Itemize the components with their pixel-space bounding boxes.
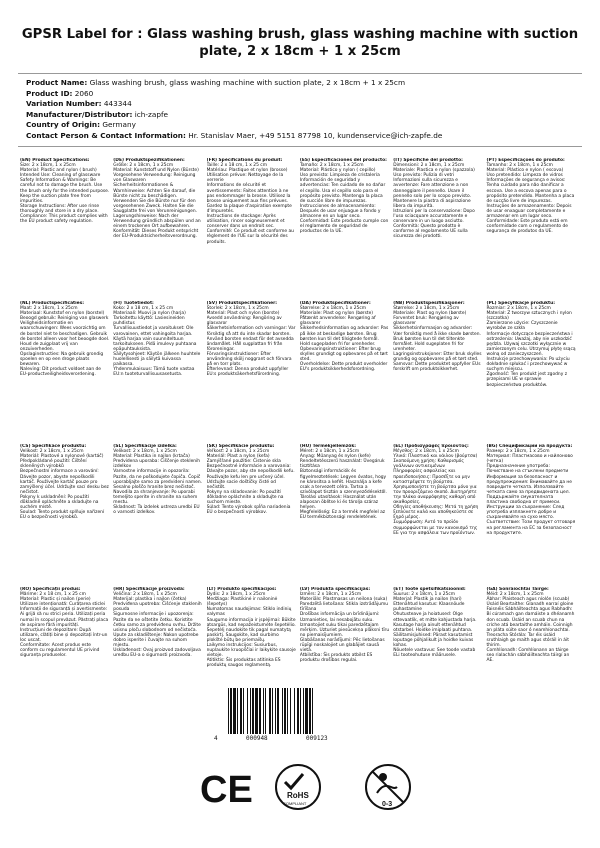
divider — [18, 146, 582, 147]
spec-body: Storlek: 2 x 18cm, 1 x 25cm Material: Plast och nylon (borste) Avsedd användning: Rengöring av glasvaror Säkerhetsinformation och varningar: Var försiktig så att du inte skadar borsten. Använd borsten endast för det avsedda ändamålet. Håll sugplattan fri från föroreningar. Förvaringsinstruktioner: Efter användning skölj noggrant och förvara på en torr plats. Efterlevnad: Denna produkt uppfyller EU:s produktsäkerhetsförordning. — [206, 306, 296, 378]
spec-body: Rozmiar: 2 x 18cm, 1 x 25cm Materiał: Z tworzyw sztucznych i nylon (szczotka) Zamierzone użycie: Czyszczenie wyrobów ze szkła Informacje dotyczące bezpieczeństwa i ostrzeżenia: Uważaj, aby nie uszkodzić pędzla. Używaj szczotki wyłącznie w zamierzonym celu. Utrzymuj płytę ssącą wolną od zanieczyszczeń. Instrukcje przechowywania: Po użyciu dokładnie spłukać i przechowywać w suchym miejscu. Zgodność: Ten produkt jest zgodny z przepisami UE w sprawie bezpieczeństwa produktów. — [486, 306, 576, 388]
meta-row: Product Name: Glass washing brush, glass washing machine with suction plate, 2 x 18cm + 1 x 25cm — [26, 78, 406, 87]
spec-grid — [20, 158, 580, 730]
spec-cell — [20, 301, 113, 444]
spec-body: Größe: 2 x 18cm, 1 x 25cm Material: Kunststoff und Nylon (Bürste) Vorgesehene Verwendung: Reinigung von Glaswaren Sicherheitsinformationen & Warnhinweise: Achten Sie darauf, die Bürste nicht zu beschädigen. Verwenden Sie die Bürste nur für den vorgesehenen Zweck. Halten Sie die Saugplatte frei von Verunreinigungen. Lagerungshinweise: Nach der Verwendung gründlich abspülen und an einem trockenen Ort aufbewahren. Konformität: Dieses Produkt entspricht der EU-Produktsicherheitsverordnung. — [113, 163, 201, 240]
spec-body: Størrelse: 2 x 18cm, 1 x 25cm Materiale: Plast og nylon (børste) Forventet bruk: Rengjøring av glassvarer Sikkerhetsinformasjon og advarsler: Vær forsiktig med å ikke skade børsten. Bruk børsten kun til det tiltenkte formålet. Hold sugeplaten fri for urenheter. Lagringsinstruksjoner: Etter bruk skylles grundig og oppbevares på et tørt sted. Samsvar: Dette produktet oppfyller EUs forskrift om produktsikkerhet. — [393, 306, 482, 373]
spec-cell — [20, 444, 113, 587]
compliance-icons — [0, 760, 600, 815]
spec-body: Taille: 2 x 18 cm, 1 x 25 cm Matériau: Plastique et nylon (brosse) Utilisation prévue: Nettoyage de la verrerie Informations de sécurité et avertissements: Faites attention à ne pas endommager la brosse. Utilisez la brosse uniquement aux fins prévues. Gardez la plaque d'aspiration exempte d'impuretés. Instructions de stockage: Après utilisation, rincer soigneusement et conserver dans un endroit sec. Conformité: Ce produit est conforme au règlement de l'UE sur la sécurité des produits. — [206, 163, 294, 245]
spec-heading: (HR) Specifikacije proizvoda: — [113, 587, 185, 592]
barcode-digit: 4 — [214, 735, 218, 742]
barcode-digit: 009123 — [306, 735, 328, 742]
spec-body: Størrelse: 2 x 18cm, 1 x 25cm Materiale: Plast og nylon (børste) Påtænkt anvendelse: Rengøring af glasvarer Sikkerhedsinformation og advarsler: Pas på ikke at beskadige børsten. Brug børsten kun til det tilsigtede formål. Hold sugepladen fri for urenheder. Opbevaringsinstruktioner: Efter brug skylles grundigt og opbevares på et tørt sted. Overholdelse: Dette produkt overholder EU's produktsikkerhedsforordning. — [299, 306, 389, 373]
pet-age-warning-icon — [366, 765, 410, 809]
spec-heading: (ES) Especificaciones del producto: — [299, 158, 387, 163]
rohs-sub-label: COMPLIANT — [283, 801, 307, 806]
spec-body: Koko: 2 x 18 cm, 1 x 25 cm Materiaali: Muovi ja nylon (harja) Tarkoitettu käyttö: Lasiesineiden puhdistus Turvallisuustiedot ja varoitukset: Ole varovainen, ettet vahingoita harjaa. Käytä harjaa vain suunniteltuun tarkoitukseen. Pidä imulevy puhtaana epäpuhtauksista. Säilytysohjeet: Käytön jälkeen huuhtele huolellisesti ja säilytä kuivassa paikassa. Yhdenmukaisuus: Tämä tuote vastaa EU:n tuoteturvallisuusasetusta. — [113, 306, 201, 378]
spec-body: Размер: 2 x 18cm, 1 x 25cm Материал: Пластмасово и найлоново (четка) Предназначение употреба: Почистване на стъклени предмети Информация за безопасност и предупреждения: Внимавайте да не повредите четката. Използвайте четката само за предвидената цел. Поддържайте смукателната пластина свободна от примеси. Инструкции за съхранение: След употреба изплакнете добре и съхранявайте на сухо място. Съответствие: Този продукт отговаря на регламента на ЕС за безопасност на продуктите. — [486, 449, 576, 536]
spec-heading: (FR) Spécifications du produit: — [206, 158, 283, 163]
spec-cell — [113, 301, 206, 444]
spec-body: Maat: 2 x 18cm, 1 x 25cm Materiaal: Kunststof en nylon (borstel) Beoogd gebruik: Reiniging van glaswerk Veiligheidsinformatie en waarschuwingen: Wees voorzichtig om de borstel niet te beschadigen. Gebruik de borstel alleen voor het beoogde doel. Houd de zuigplaat vrij van onzuiverheden. Opslaginstructies: Na gebruik grondig spoelen en op een droge plaats bewaren. Naleving: Dit product voldoet aan de EU-productveiligheidsverordening. — [20, 306, 110, 378]
barcode-icon — [226, 688, 361, 734]
spec-heading: (GA) Sonraíochtaí Táirge: — [486, 587, 549, 592]
spec-heading: (DA) Produktspecifikationer: — [299, 301, 371, 306]
meta-row: Manufacturer/Distributor: ich-zapfe — [26, 109, 169, 119]
spec-heading: (NL) Productspecificaties: — [20, 301, 84, 306]
spec-heading: (LV) Produkta specifikācijas: — [299, 587, 371, 592]
spec-heading: (CS) Specifikace produktu: — [20, 444, 87, 449]
spec-body: Veličina: 2 x 18cm, 1 x 25cm Materijal: plastika i najlon (četka) Predviđena upotreba: Čišćenje staklenih posuda Sigurnosne informacije i upozorenja: Pazite da ne oštetite četku. Koristite četku samo za predviđenu svrhu. Držite usisnu ploču slobodnom od nečistoća. Upute za skladištenje: Nakon upotrebe dobro isperite i čuvajte na suhom mjestu. Usklađenost: Ovaj proizvod zadovoljava uredbu EU-a o sigurnosti proizvoda. — [113, 592, 202, 659]
spec-body: Méret: 2 x 18cm, 1 x 25cm Anyag: Műanyag és nylon (kefe) Rendeltetésszerű használat: Üvegáruk tisztítása Biztonsági információk és figyelmeztetések: Legyen óvatos, hogy ne károsítsa a kefét. Használja a kefe csak a tervezett célra. Tartsa a szívólapot tisztán a szennyeződésektől. Tárolási utasítások: Használat után alaposan öblítse ki és tárolja száraz helyen. Megfelelőség: Ez a termék megfelel az EU termékbiztonsági rendeletének. — [299, 449, 387, 521]
barcode-digit: 000948 — [246, 735, 268, 742]
spec-cell — [300, 301, 393, 444]
spec-row — [20, 158, 580, 301]
spec-body: Izmērs: 2 x 18cm, 1 x 25cm Materiāls: Plastmasas un neilona (suka) Paredzētā lietošana: Stikla izstrādājumu tīrīšana Drošības informācija un brīdinājumi: Uzmanieties, lai nesabojātu suku. Izmantojiet suku tikai paredzētajam mērķim. Uzturiet piesūcekņa plāksni tīru no piemaisījumiem. Glabāšanas norādījumi: Pēc lietošanas rūpīgi noskalojiet un glabājiet sausā vietā. Atbilstība: Šis produkts atbilst ES produktu drošības regulai. — [299, 592, 390, 664]
spec-cell — [486, 444, 579, 587]
rohs-label: RoHS — [287, 791, 309, 800]
spec-row — [20, 301, 580, 444]
spec-body: Dydis: 2 x 18cm, 1 x 25cm Medžiaga: Plastikinė ir nailoninė (šepetys) Numatomas naudojimas: Stiklo indinių valymas Saugumo informacija ir įspėjimai: Būkite atsargūs, kad nepažeistumėte šepetėlio. Šepetėlį naudokite tik pagal numatytą paskirtį. Saugokite, kad siurbimo plokštė būtų be priemaišų. Laikymo instrukcijos: Susiurbus, nuplaukite kruopščiai ir laikykite sausoje vietoje. Atitiktis: Šis produktas atitinka ES produktų saugos reglamentą. — [206, 592, 296, 669]
spec-heading: (FI) Tuotetiedot: — [113, 301, 154, 306]
spec-body: Dimensioni: 2 x 18cm, 1 x 25cm Materiale: Plastica e nylon (spazzola) Uso previsto: Pulizia di vetri Informazioni sulla sicurezza e avvertenze: Fare attenzione a non danneggiare il pennello. Usare il pennello solo per lo scopo previsto. Mantenere la piastra di aspirazione libera da impurità. Istruzioni per la conservazione: Dopo l'uso sciacquare accuratamente e conservare in un luogo asciutto. Conformità: Questo prodotto è conforme al regolamento UE sulla sicurezza dei prodotti. — [393, 163, 475, 240]
spec-cell — [486, 301, 579, 444]
spec-cell — [113, 444, 206, 587]
spec-cell — [207, 444, 300, 587]
spec-body: Veľkosť: 2 x 18cm, 1 x 25cm Materiál: Plast a nylon (kefa) Zamýšľané použitie: Čistenie skla Bezpečnostné informácie a varovania: Dávajte pozor, aby ste nepoškodili kefu. Používajte kefu len pre určený účel. Udržujte sacie doštičky čisté od nečistôt. Pokyny na skladovanie: Po použití dôkladne opláchnite a skladujte na suchom mieste. Súlad: Tento výrobok spĺňa nariadenia EÚ o bezpečnosti výrobkov. — [206, 449, 295, 516]
spec-body: Méid: 2 x 18cm, 1 x 25cm Ábhar: Plaisteach agus níolón (scuab) Úsáid Beartaithe: Glanadh earraí gloine Faisnéis Sábháilteachta agus Rabhadh: Bí cúramach gan damáiste a dhéanamh don scuab. Úsáid an scuab chun na críche atá beartaithe amháin. Coinnigh an pláta súite saor ó neamhíonachtaí. Treoracha Stórála: Tar éis úsáid sruthlaigh go maith agus stóráil in áit thirim. Comhlíonadh: Comhlíonann an táirge seo rialachán sábháilteachta táirgí an AE. — [486, 592, 575, 664]
meta-row: Country of Origin: Germany — [26, 120, 136, 130]
meta-row: Variation Number: 443344 — [26, 99, 132, 109]
meta-row: Contact Person & Contact Information: Hr. Stanislav Maer, +49 5151 87798 10, kundenservice@ich-zapfe.de — [26, 130, 443, 140]
spec-heading: (NB) Produktspesifikasjoner: — [393, 301, 465, 306]
spec-cell — [393, 158, 486, 301]
ce-label: CE — [200, 769, 253, 811]
spec-heading: (PT) Especificações do produto: — [486, 158, 565, 163]
spec-heading: (IT) Specifiche del prodotto: — [393, 158, 463, 163]
spec-cell — [300, 444, 393, 587]
age-label: 0-3 — [382, 801, 393, 808]
spec-body: Velikost: 2 x 18cm, 1 x 25cm Materiál: Plastové a nylonové (kartáč) Předpokládané použití: Čištění skleněných výrobků Bezpečnostní informace a varování: Dávejte pozor, abyste nepoškodili kartáč. Používejte kartáč pouze pro zamýšlený účel. Udržujte sací desku bez nečistot. Pokyny k uskladnění: Po použití důkladně opláchněte a skladujte na suchém místě. Soulad: Tento produkt splňuje nařízení EU o bezpečnosti výrobků. — [20, 449, 109, 521]
spec-heading: (HU) Termékjellemzők: — [299, 444, 356, 449]
spec-heading: (RO) Specificații produs: — [20, 587, 81, 592]
spec-cell — [113, 587, 206, 730]
spec-cell — [113, 158, 206, 301]
spec-cell — [393, 301, 486, 444]
spec-body: Size: 2 x 18cm, 1 x 25cm Material: Plastic and nylon ( brush) Intended Use: Cleaning of glassware Safety Information & Warnings: Be careful not to damage the brush. Use the brush only for the intended purpose. Keep the suction plate free from impurities. Storage Instructions: After use rinse thoroughly and store in a dry place. Compliance: This product complies with the EU product safety regulation. — [20, 163, 110, 225]
spec-heading: (EN) Product Specifications: — [20, 158, 90, 163]
spec-heading: (PL) Specyfikacje produktu: — [486, 301, 556, 306]
spec-heading: (ET) Toote spetsifikatsioonid: — [393, 587, 466, 592]
meta-row: Product ID: 2060 — [26, 88, 94, 98]
spec-body: Tamaño: 2 x 18cm, 1 x 25cm Material: Plástico y nylon ( cepillo) Uso previsto: Limpieza de cristalería Información de seguridad y advertencias: Ten cuidado de no dañar el cepillo. Usa el cepillo solo para el propósito previsto. Mantenga la placa de succión libre de impurezas. Instrucciones de almacenamiento: Después de usar enjuague a fondo y almacene en un lugar seco. Conformidad: Este producto cumple con el reglamento de seguridad de productos de la UE. — [299, 163, 389, 235]
spec-cell — [486, 587, 579, 730]
spec-heading: (SK) Špecifikácie produktu: — [206, 444, 275, 449]
rohs-icon — [276, 765, 320, 809]
divider — [18, 73, 582, 74]
spec-cell — [20, 587, 113, 730]
product-meta — [26, 78, 442, 142]
spec-cell — [393, 444, 486, 587]
spec-heading: (DE) Produktspezifikationen: — [113, 158, 185, 163]
spec-body: Tamanho: 2 x 18cm, 1 x 25cm Material: Plástico e nylon ( escova) Uso pretendido: Limpeza de vidros Informações de segurança e avisos: Tenha cuidado para não danificar a escova. Use a escova apenas para o propósito pretendido. Mantenha a placa de sucção livre de impurezas. Instruções de armazenamento: Depois de usar enxaguar completamente e armazenar em um lugar seco. Conformidade: Este produto está em conformidade com o regulamento de segurança de produtos da UE. — [486, 163, 575, 235]
spec-heading: (LT) Produkto specifikacijos: — [206, 587, 277, 592]
spec-cell — [20, 158, 113, 301]
spec-heading: (SL) Specifikacije izdelka: — [113, 444, 177, 449]
spec-cell — [207, 158, 300, 301]
spec-row — [20, 444, 580, 587]
spec-heading: (SV) Produktspecifikationer: — [206, 301, 278, 306]
ce-mark-icon — [200, 769, 253, 811]
spec-cell — [300, 158, 393, 301]
spec-cell — [486, 158, 579, 301]
spec-body: Mărime: 2 x 18 cm, 1 x 25 cm Material: Plastic și nailon (perie) Utilizare intenționată: Curățarea sticlei Informații de siguranță și avertismente: Ai grijă să nu strici peria. Utilizați peria numai în scopul prevăzut. Păstrați placa de aspirare fără impurități. Instrucțiuni de depozitare: După utilizare, clătiți bine și depozitați într-un loc uscat. Conformitate: Acest produs este conform cu regulamentul UE privind siguranța produselor. — [20, 592, 109, 659]
spec-heading: (EL) Προδιαγραφές προϊόντος: — [393, 444, 469, 449]
spec-cell — [207, 301, 300, 444]
spec-body: Μέγεθος: 2 x 18cm, 1 x 25cm Υλικό: Πλαστικό και νάιλον (βούρτσα) Σκοπούμενη χρήση: Καθαρισμός γυάλινων αντικειμένων Πληροφορίες ασφαλείας και προειδοποιήσεις: Προσέξτε να μην καταστρέψετε τη βούρτσα. Χρησιμοποιήστε τη βούρτσα μόνο για τον προοριζόμενο σκοπό. Διατηρήστε την πλάκα αναρρόφησης καθαρή από ακαθαρσίες. Οδηγίες αποθήκευσης: Μετά τη χρήση ξεπλύνετε καλά και αποθηκεύστε σε ξηρό μέρος. Συμμόρφωση: Αυτό το προϊόν συμμορφώνεται με τον κανονισμό της ΕΕ για την ασφάλεια των προϊόντων. — [393, 449, 479, 536]
spec-cell — [393, 587, 486, 730]
spec-body: Suurus: 2 x 18cm, 1 x 25cm Materjal: Plastik ja nailon (hari) Ettenähtud kasutus: Klaasnõude puhastamine Ohutusteave ja hoiatused: Olge ettevaatlik, et mitte kahjustada harja. Kasutage harja ainult ettenähtud otstarbel. Hoidke imiplaati puhtana. Säilitamisjuhised: Pärast kasutamist loputage põhjalikult ja hoidke kuivas kohas. Nõuetele vastavus: See toode vastab ELi tooteohutuse määrusele. — [393, 592, 477, 659]
spec-body: Velikost: 2 x 18cm, 1 x 25cm Material: Plastika in najlon (krtača) Predvidena uporaba: Čiščenje steklenih izdelkov Varnostne informacije in opozorila: Pazite, da ne poškodujete čopiča. Čopič uporabljajte samo za predvideni namen. Sesalno ploščo hranite brez nečistoč. Navodila za shranjevanje: Po uporabi temeljito sperite in shranite na suhem mestu. Skladnost: Ta izdelek ustreza uredbi EU o varnosti izdelkov. — [113, 449, 203, 516]
page-title: GPSR Label for : Glass washing brush, glass washing machine with suction plate, 2 x 18cm + 1 x 25cm — [21, 27, 579, 59]
spec-heading: (BG) Спецификации на продукта: — [486, 444, 573, 449]
